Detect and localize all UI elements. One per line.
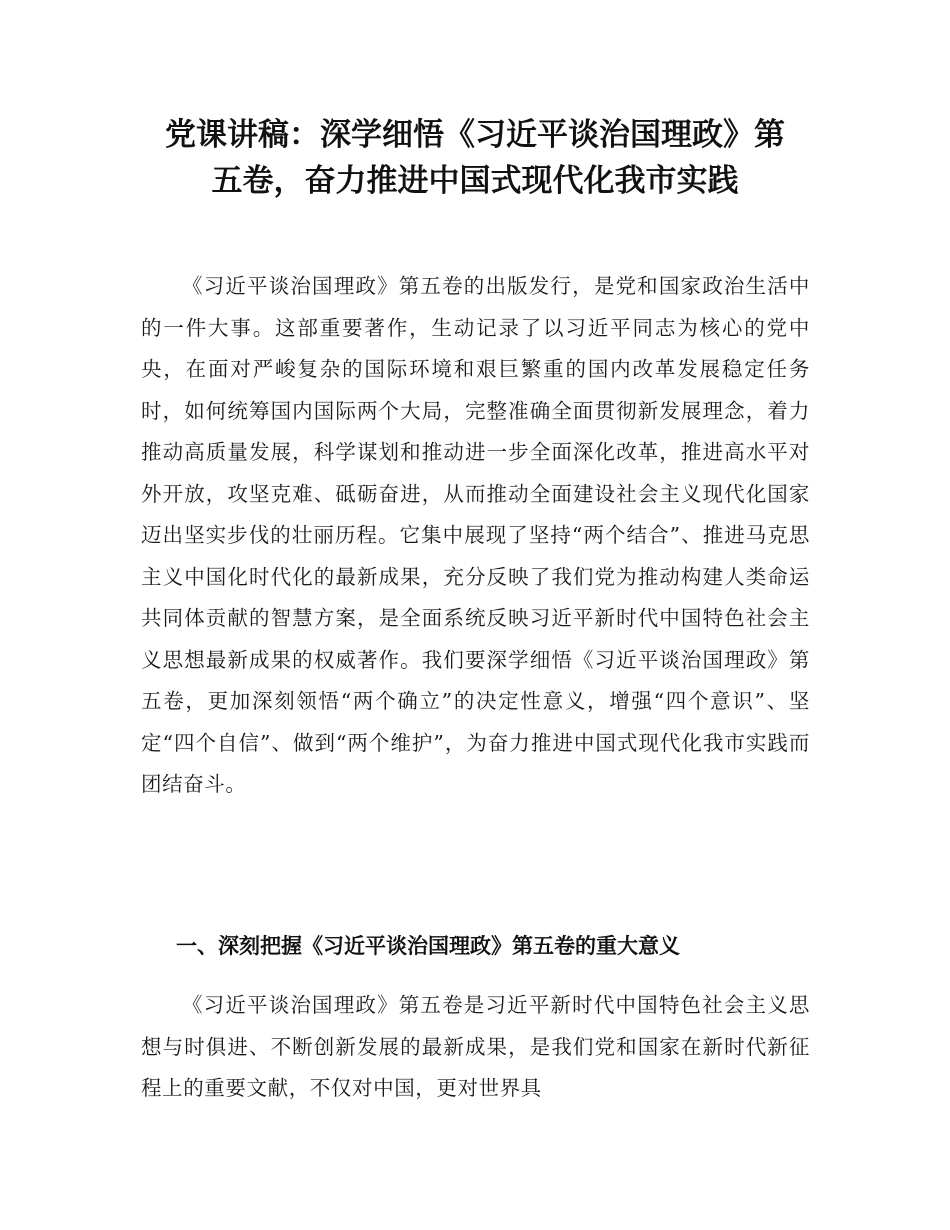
document-title bbox=[120, 112, 830, 204]
title-line-1: 党课讲稿：深学细悟《习近平谈治国理政》第 bbox=[165, 117, 785, 153]
title-line-2: 五卷，奋力推进中国式现代化我市实践 bbox=[211, 163, 739, 199]
section-heading-1: 一、深刻把握《习近平谈治国理政》第五卷的重大意义 bbox=[176, 934, 680, 958]
section-1-paragraph: 《习近平谈治国理政》第五卷是习近平新时代中国特色社会主义思想与时俱进、不断创新发展的最新成果，是我们党和国家在新时代新征程上的重要文献，不仅对中国，更对世界具 bbox=[141, 993, 810, 1100]
intro-paragraph: 《习近平谈治国理政》第五卷的出版发行，是党和国家政治生活中的一件大事。这部重要著作，生动记录了以习近平同志为核心的党中央，在面对严峻复杂的国际环境和艰巨繁重的国内改革发展稳定任务时，如何统筹国内国际两个大局，完整准确全面贯彻新发展理念，着力推动高质量发展，科学谋划和推动进一步全面深化改革，推进高水平对外开放，攻坚克难、砥砺奋进，从而推动全面建设社会主义现代化国家迈出坚实步伐的壮丽历程。它集中展现了坚持“两个结合”、推进马克思主义中国化时代化的最新成果，充分反映了我们党为推动构建人类命运共同体贡献的智慧方案，是全面系统反映习近平新时代中国特色社会主义思想最新成果的权威著作。我们要深学细悟《习近平谈治国理政》第五卷，更加深刻领悟“两个确立”的决定性意义，增强“四个意识”、坚定“四个自信”、做到“两个维护”，为奋力推进中国式现代化我市实践而团结奋斗。 bbox=[141, 274, 810, 796]
